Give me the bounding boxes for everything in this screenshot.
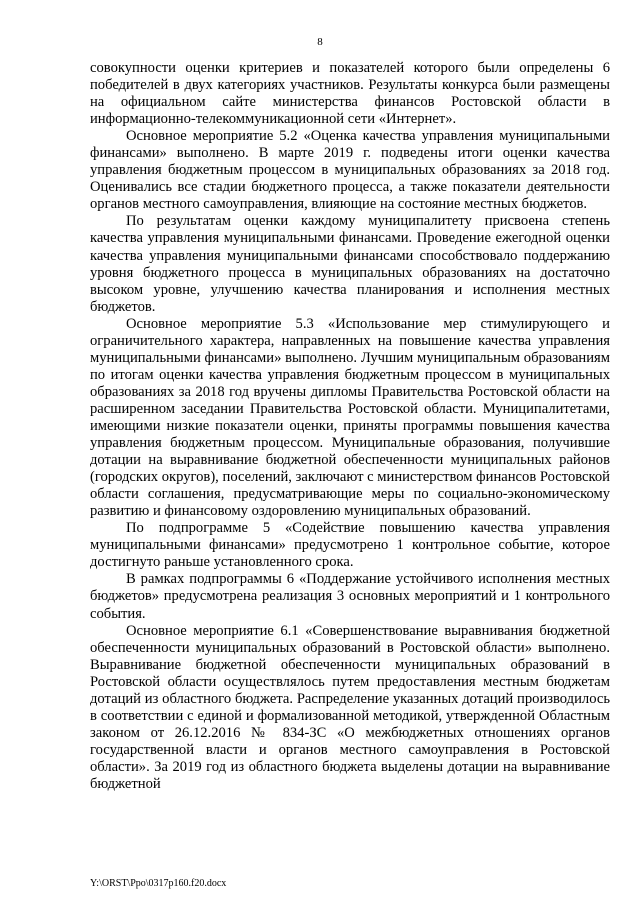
paragraph-3: По результатам оценки каждому муниципалитету присвоена степень качества управления муниципальными финансами. Проведение ежегодной оценки качества управления муниципальными финансами способствовало поддержанию уровня бюджетного процесса в муниципальных образованиях на достаточно высоком уровне, улучшению качества планирования и исполнения местных бюджетов. xyxy=(90,213,610,315)
page-number: 8 xyxy=(317,36,323,48)
paragraph-6: В рамках подпрограммы 6 «Поддержание устойчивого исполнения местных бюджетов» предусмотрена реализация 3 основных мероприятий и 1 контрольного события. xyxy=(90,571,610,622)
paragraph-5: По подпрограмме 5 «Содействие повышению качества управления муниципальными финансами» предусмотрено 1 контрольное событие, которое достигнуто раньше установленного срока. xyxy=(90,520,610,571)
paragraph-2: Основное мероприятие 5.2 «Оценка качества управления муниципальными финансами» выполнено. В марте 2019 г. подведены итоги оценки качества управления бюджетным процессом в муниципальных образованиях за 2018 год. Оценивались все стадии бюджетного процесса, а также показатели деятельности органов местного самоуправления, влияющие на состояние местных бюджетов. xyxy=(90,128,610,213)
body-text xyxy=(90,60,610,793)
paragraph-7: Основное мероприятие 6.1 «Совершенствование выравнивания бюджетной обеспеченности муниципальных образований в Ростовской области» выполнено. Выравнивание бюджетной обеспеченности муниципальных образований в Ростовской области осуществлялось путем предоставления местным бюджетам дотаций из областного бюджета. Распределение указанных дотаций производилось в соответствии с единой и формализованной методикой, утвержденной Областным законом от 26.12.2016 № 834-ЗС «О межбюджетных отношениях органов государственной власти и органов местного самоуправления в Ростовской области». За 2019 год из областного бюджета выделены дотации на выравнивание бюджетной xyxy=(90,622,610,792)
footer-file-path: Y:\ORST\Ppo\0317p160.f20.docx xyxy=(90,878,227,889)
paragraph-4: Основное мероприятие 5.3 «Использование мер стимулирующего и ограничительного характера, направленных на повышение качества управления муниципальными финансами» выполнено. Лучшим муниципальным образованиям по итогам оценки качества управления бюджетным процессом в муниципальных образованиях за 2018 год вручены дипломы Правительства Ростовской области на расширенном заседании Правительства Ростовской области. Муниципалитетами, имеющими низкие показатели оценки, приняты программы повышения качества управления бюджетным процессом. Муниципальные образования, получившие дотации на выравнивание бюджетной обеспеченности муниципальных районов (городских округов), поселений, заключают с министерством финансов Ростовской области соглашения, предусматривающие меры по социально-экономическому развитию и финансовому оздоровлению муниципальных образований. xyxy=(90,315,610,520)
paragraph-1: совокупности оценки критериев и показателей которого были определены 6 победителей в двух категориях участников. Результаты конкурса были размещены на официальном сайте министерства финансов Ростовской области в информационно-телекоммуникационной сети «Интернет». xyxy=(90,60,610,128)
